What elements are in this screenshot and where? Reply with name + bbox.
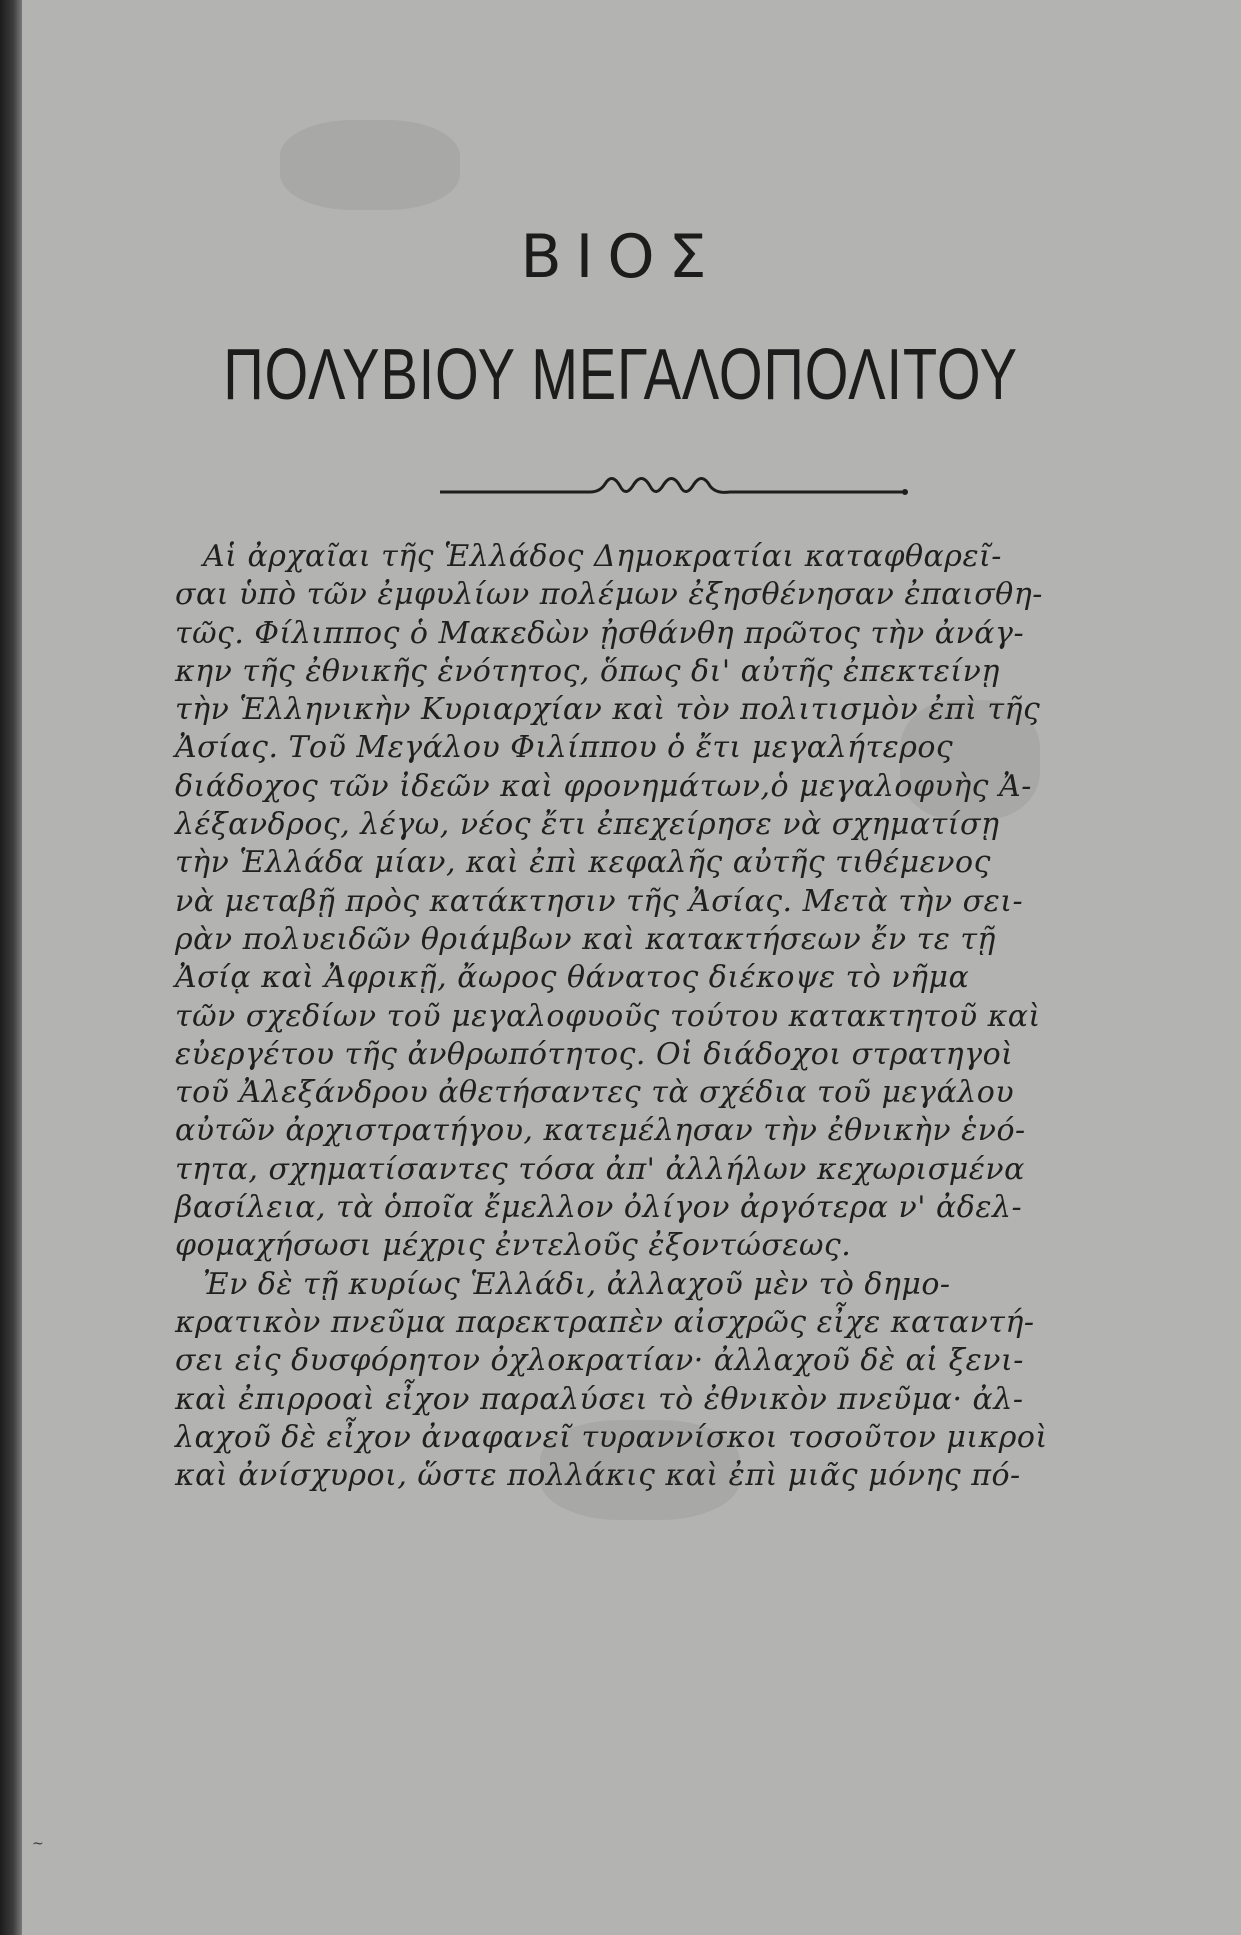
body-line: ρὰν πολυειδῶν θριάμβων καὶ κατακτήσεων ἔν τε τῇ (175, 921, 996, 957)
body-line: τῶν σχεδίων τοῦ μεγαλοφυοῦς τούτου κατακτητοῦ καὶ (175, 998, 1041, 1034)
body-line: λέξανδρος, λέγω, νέος ἔτι ἐπεχείρησε νὰ σχηματίσῃ (175, 807, 1000, 843)
body-line: φομαχήσωσι μέχρις ἐντελοῦς ἐξοντώσεως. (175, 1228, 852, 1264)
body-line: τητα, σχηματίσαντες τόσα ἀπ' ἀλλήλων κεχωρισμένα (175, 1151, 1025, 1187)
body-line: τῶς. Φίλιππος ὁ Μακεδὼν ᾐσθάνθη πρῶτος τὴν ἀνάγ- (175, 615, 1025, 651)
body-line: καὶ ἐπιρροαὶ εἶχον παραλύσει τὸ ἐθνικὸν πνεῦμα· ἀλ- (175, 1381, 1024, 1417)
body-line: Ἐν δὲ τῇ κυρίως Ἑλλάδι, ἀλλαχοῦ μὲν τὸ δημο- (203, 1266, 951, 1302)
body-line: νὰ μεταβῇ πρὸς κατάκτησιν τῆς Ἀσίας. Μετὰ τὴν σει- (175, 883, 1024, 919)
body-line: κρατικὸν πνεῦμα παρεκτραπὲν αἰσχρῶς εἶχε καταντή- (175, 1304, 1035, 1340)
body-line: τὴν Ἑλληνικὴν Κυριαρχίαν καὶ τὸν πολιτισμὸν ἐπὶ τῆς (175, 692, 1041, 728)
body-line: Ἀσίᾳ καὶ Ἀφρικῇ, ἄωρος θάνατος διέκοψε τὸ νῆμα (175, 960, 970, 996)
title-line-2: ΠΟΛΥΒΙΟΥ ΜΕΓΑΛΟΠΟΛΙΤΟΥ (223, 335, 1018, 415)
ornamental-divider-icon (440, 472, 910, 512)
body-line: Αἱ ἀρχαῖαι τῆς Ἑλλάδος Δημοκρατίαι καταφθαρεῖ- (203, 539, 1002, 574)
body-line: Ἀσίας. Τοῦ Μεγάλου Φιλίππου ὁ ἔτι μεγαλήτερος (175, 730, 954, 766)
margin-mark: ~ (32, 1836, 44, 1852)
body-text (175, 538, 1150, 1495)
paper-stain (280, 120, 460, 210)
body-line: εὐεργέτου τῆς ἀνθρωπότητος. Οἱ διάδοχοι στρατηγοὶ (175, 1036, 1014, 1072)
body-line: σαι ὑπὸ τῶν ἐμφυλίων πολέμων ἐξησθένησαν ἐπαισθη- (175, 577, 1043, 613)
title-line-1: ΒΙΟΣ (520, 222, 721, 292)
body-line: καὶ ἀνίσχυροι, ὥστε πολλάκις καὶ ἐπὶ μιᾶς μόνης πό- (175, 1458, 1021, 1494)
body-line: διάδοχος τῶν ἰδεῶν καὶ φρονημάτων,ὁ μεγαλοφυὴς Ἀ- (175, 768, 1032, 804)
body-line: σει εἰς δυσφόρητον ὀχλοκρατίαν· ἀλλαχοῦ δὲ αἱ ξενι- (175, 1343, 1024, 1379)
body-line: τὴν Ἑλλάδα μίαν, καὶ ἐπὶ κεφαλῆς αὐτῆς τιθέμενος (175, 845, 991, 881)
body-line: λαχοῦ δὲ εἶχον ἀναφανεῖ τυραννίσκοι τοσοῦτον μικροὶ (175, 1419, 1048, 1455)
body-line: κην τῆς ἐθνικῆς ἑνότητος, ὅπως δι' αὐτῆς ἐπεκτείνῃ (175, 653, 1000, 689)
body-line: αὐτῶν ἀρχιστρατήγου, κατεμέλησαν τὴν ἐθνικὴν ἑνό- (175, 1113, 1026, 1149)
body-line: βασίλεια, τὰ ὁποῖα ἔμελλον ὀλίγον ἀργότερα ν' ἀδελ- (175, 1190, 1023, 1226)
body-line: τοῦ Ἀλεξάνδρου ἀθετήσαντες τὰ σχέδια τοῦ μεγάλου (175, 1075, 1015, 1111)
